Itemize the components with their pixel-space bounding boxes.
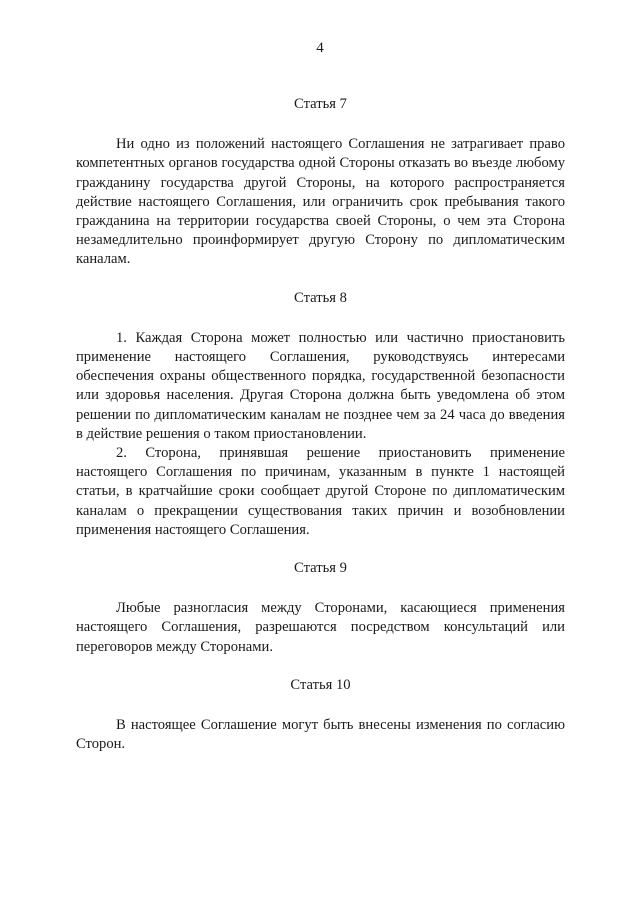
- article-paragraph: Ни одно из положений настоящего Соглашения не затрагивает право компетентных органов государства одной Стороны отказать во въезде любому гражданину государства другой Стороны, на которого распространяется действие настоящего Соглашения, или ограничить срок пребывания такого гражданина на территории государства своей Стороны, о чем эта Сторона незамедлительно проинформирует другую Сторону по дипломатическим каналам.: [76, 136, 565, 268]
- article-10: [76, 676, 565, 755]
- article-paragraph: Любые разногласия между Сторонами, касающиеся применения настоящего Соглашения, разрешаются посредством консультаций или переговоров между Сторонами.: [76, 600, 565, 655]
- article-8: [76, 289, 565, 540]
- article-title: Статья 8: [294, 289, 347, 306]
- document-body: [76, 95, 565, 754]
- article-paragraph: 2. Сторона, принявшая решение приостановить применение настоящего Соглашения по причинам, указанным в пункте 1 настоящей статьи, в кратчайшие сроки сообщает другой Стороне по дипломатическим каналам о прекращении существования таких причин и возобновлении применения настоящего Соглашения.: [76, 445, 565, 538]
- article-9: [76, 559, 565, 657]
- page-number: 4: [316, 40, 324, 56]
- article-title: Статья 7: [294, 96, 347, 112]
- article-7: [76, 95, 565, 270]
- article-paragraph: 1. Каждая Сторона может полностью или частично приостановить применение настоящего Соглашения, руководствуясь интересами обеспечения охраны общественного порядка, государственной безопасности или здоровья населения. Другая Сторона должна быть уведомлена об этом решении по дипломатическим каналам не позднее чем за 24 часа до введения в действие решения о таком приостановлении.: [76, 329, 565, 442]
- article-paragraph: В настоящее Соглашение могут быть внесены изменения по согласию Сторон.: [76, 717, 565, 753]
- article-title: Статья 10: [290, 676, 351, 693]
- article-title: Статья 9: [294, 560, 347, 577]
